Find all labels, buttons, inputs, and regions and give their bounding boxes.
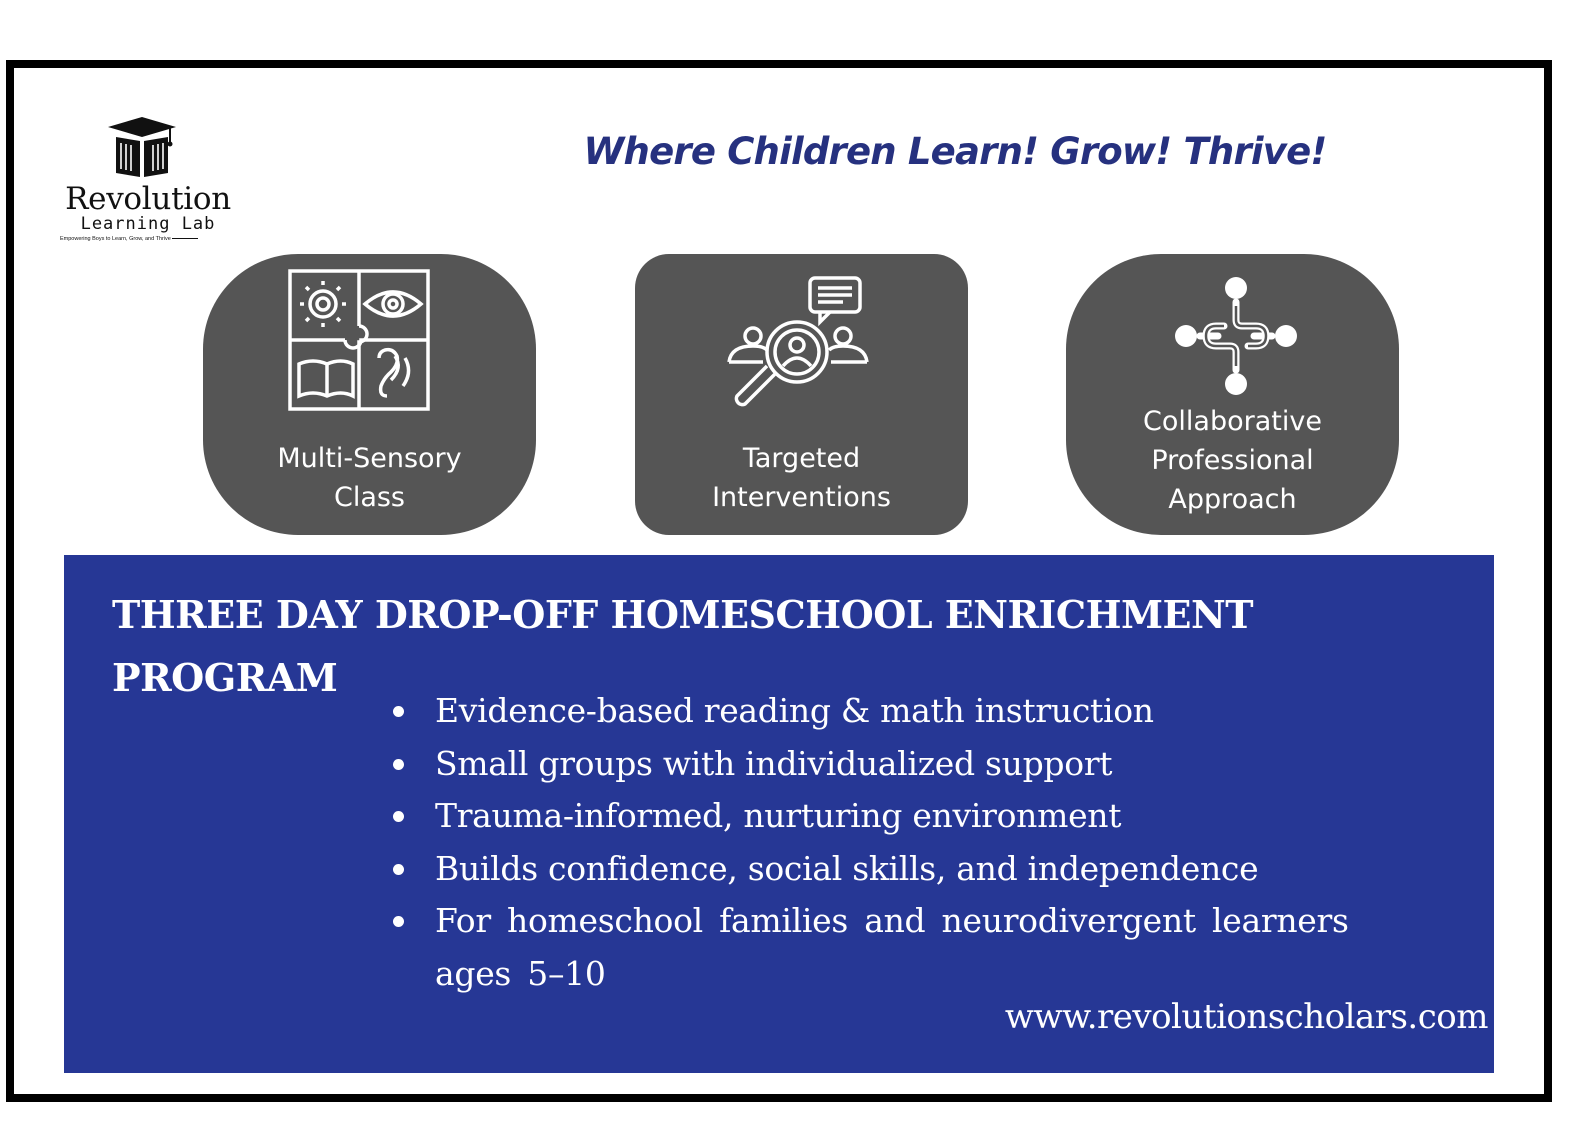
logo-subname: Learning Lab (80, 214, 216, 234)
program-title: THREE DAY DROP-OFF HOMESCHOOL ENRICHMENT PROGRAM (112, 592, 1254, 700)
program-bullet-list (389, 685, 1439, 1000)
list-item: Trauma-informed, nurturing environment (389, 790, 1439, 843)
list-item: Small groups with individualized support (389, 738, 1439, 791)
magnifier-people-icon (725, 274, 871, 420)
list-item: Builds confidence, social skills, and independence (389, 843, 1439, 896)
collaboration-knot-icon (1174, 276, 1298, 396)
list-item: For homeschool families and neurodivergent learners ages 5–10 (389, 895, 1439, 1000)
bullet-icon (393, 706, 404, 717)
multi-sensory-puzzle-icon (287, 268, 431, 412)
feature-card-multi-sensory (203, 254, 536, 535)
graduation-cap-book-icon (106, 115, 178, 179)
card-label-targeted-interventions: Targeted Interventions (712, 443, 891, 513)
bullet-icon (393, 811, 404, 822)
bullet-icon (393, 759, 404, 770)
list-item: Evidence-based reading & math instruction (389, 685, 1439, 738)
website-url[interactable]: www.revolutionscholars.com (1004, 997, 1488, 1037)
logo (56, 115, 236, 250)
page-tagline: Where Children Learn! Grow! Thrive! (583, 130, 1327, 173)
bullet-icon (393, 864, 404, 875)
card-label-multi-sensory: Multi-Sensory Class (277, 443, 462, 513)
bullet-icon (393, 916, 404, 927)
program-panel (64, 555, 1494, 1073)
card-label-collaborative: Collaborative Professional Approach (1143, 406, 1322, 515)
feature-card-collaborative (1066, 254, 1399, 535)
feature-card-targeted-interventions (635, 254, 968, 535)
logo-tagline: Empowering Boys to Learn, Grow, and Thrive (60, 236, 236, 242)
logo-name: Revolution (65, 181, 231, 217)
